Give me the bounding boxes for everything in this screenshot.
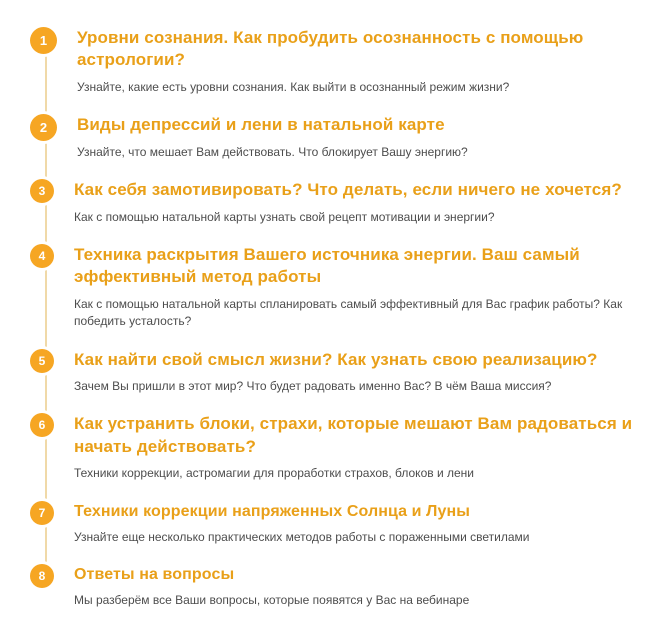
item-title: Техника раскрытия Вашего источника энергии. Ваш самый эффективный метод работы (74, 244, 580, 287)
list-item (30, 178, 646, 226)
item-body (74, 243, 646, 331)
item-number-badge: 8 (30, 564, 54, 588)
list-item (30, 113, 646, 161)
list-item (30, 26, 646, 96)
list-item (30, 348, 646, 396)
item-number-badge: 5 (30, 349, 54, 373)
item-description: Узнайте еще несколько практических методов работы с пораженными светилами (74, 529, 530, 544)
list-item (30, 243, 646, 331)
item-title: Как устранить блоки, страхи, которые мешают Вам радоваться и начать действовать? (74, 414, 633, 456)
item-description: Как с помощью натальной карты спланировать самый эффективный для Вас график работы? Как победить усталость? (74, 296, 623, 329)
item-body (74, 500, 646, 547)
item-description: Техники коррекции, астромагии для проработки страхов, блоков и лени (74, 466, 474, 481)
item-number-badge: 2 (30, 114, 57, 141)
item-body (74, 563, 646, 610)
item-body (74, 412, 646, 482)
item-number-badge: 6 (30, 413, 54, 437)
item-description: Как с помощью натальной карты узнать свой рецепт мотивации и энергии? (74, 209, 495, 224)
item-title: Как себя замотивировать? Что делать, если ничего не хочется? (74, 180, 622, 200)
item-number-badge: 1 (30, 27, 57, 54)
item-body (74, 348, 646, 396)
item-title: Ответы на вопросы (74, 566, 235, 584)
item-body (77, 26, 646, 96)
item-description: Узнайте, что мешает Вам действовать. Что блокирует Вашу энергию? (77, 144, 468, 159)
item-number-badge: 7 (30, 501, 54, 525)
item-number-badge: 4 (30, 244, 54, 268)
list-item (30, 500, 646, 547)
item-title: Как найти свой смысл жизни? Как узнать свою реализацию? (74, 349, 598, 369)
list-item (30, 563, 646, 610)
item-title: Уровни сознания. Как пробудить осознанность с помощью астрологии? (77, 28, 584, 70)
item-body (74, 178, 646, 226)
item-description: Мы разберём все Ваши вопросы, которые появятся у Вас на вебинаре (74, 593, 470, 608)
item-title: Виды депрессий и лени в натальной карте (77, 115, 445, 135)
item-description: Зачем Вы пришли в этот мир? Что будет радовать именно Вас? В чём Ваша миссия? (74, 379, 552, 394)
item-description: Узнайте, какие есть уровни сознания. Как выйти в осознанный режим жизни? (77, 79, 510, 94)
item-number-badge: 3 (30, 179, 54, 203)
list-item (30, 412, 646, 482)
item-title: Техники коррекции напряженных Солнца и Луны (74, 502, 470, 520)
item-body (77, 113, 646, 161)
